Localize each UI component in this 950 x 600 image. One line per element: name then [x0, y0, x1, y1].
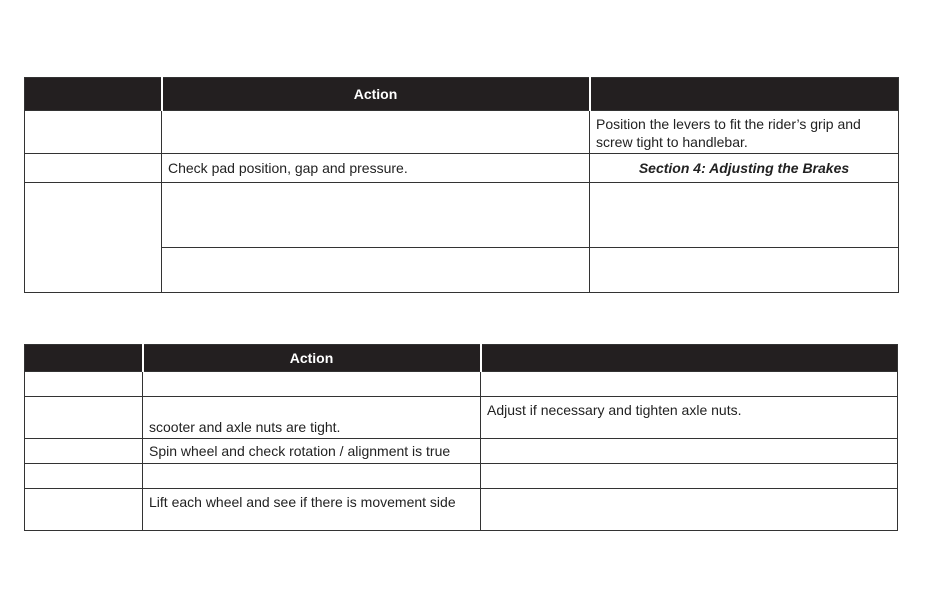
table-row	[25, 464, 898, 489]
cell	[162, 111, 590, 154]
cell-axle-nuts: scooter and axle nuts are tight.	[143, 397, 481, 439]
cell	[25, 439, 143, 464]
cell-adjust-note: Adjust if necessary and tighten axle nuts.	[481, 397, 898, 439]
cell	[25, 464, 143, 489]
section-reference: Section 4: Adjusting the Brakes	[590, 154, 899, 183]
header-action: Action	[162, 78, 590, 111]
cell	[25, 372, 143, 397]
table-row	[25, 489, 898, 531]
header-action: Action	[143, 345, 481, 372]
table-header-row	[25, 78, 899, 111]
table-header-row	[25, 345, 898, 372]
cell	[25, 489, 143, 531]
brakes-checklist-table	[24, 77, 899, 293]
cell	[481, 439, 898, 464]
table-row	[25, 183, 899, 248]
cell	[25, 154, 162, 183]
cell	[143, 464, 481, 489]
cell	[590, 183, 899, 248]
header-cell-3	[590, 78, 899, 111]
cell-levers-note: Position the levers to fit the rider’s grip and screw tight to handlebar.	[590, 111, 899, 154]
header-cell-3	[481, 345, 898, 372]
table-row	[25, 154, 899, 183]
table-row	[25, 439, 898, 464]
cell-check-pad: Check pad position, gap and pressure.	[162, 154, 590, 183]
cell	[481, 464, 898, 489]
cell	[25, 183, 162, 293]
cell	[590, 248, 899, 293]
table-row	[25, 111, 899, 154]
cell-lift-wheel: Lift each wheel and see if there is movement side	[143, 489, 481, 531]
cell	[481, 372, 898, 397]
wheels-checklist-table	[24, 344, 898, 531]
cell-spin-wheel: Spin wheel and check rotation / alignment is true	[143, 439, 481, 464]
cell	[481, 489, 898, 531]
table-row	[25, 372, 898, 397]
header-cell-1	[25, 345, 143, 372]
cell	[143, 372, 481, 397]
table-row	[25, 397, 898, 439]
cell	[162, 248, 590, 293]
cell	[25, 111, 162, 154]
cell	[25, 397, 143, 439]
cell	[162, 183, 590, 248]
header-cell-1	[25, 78, 162, 111]
